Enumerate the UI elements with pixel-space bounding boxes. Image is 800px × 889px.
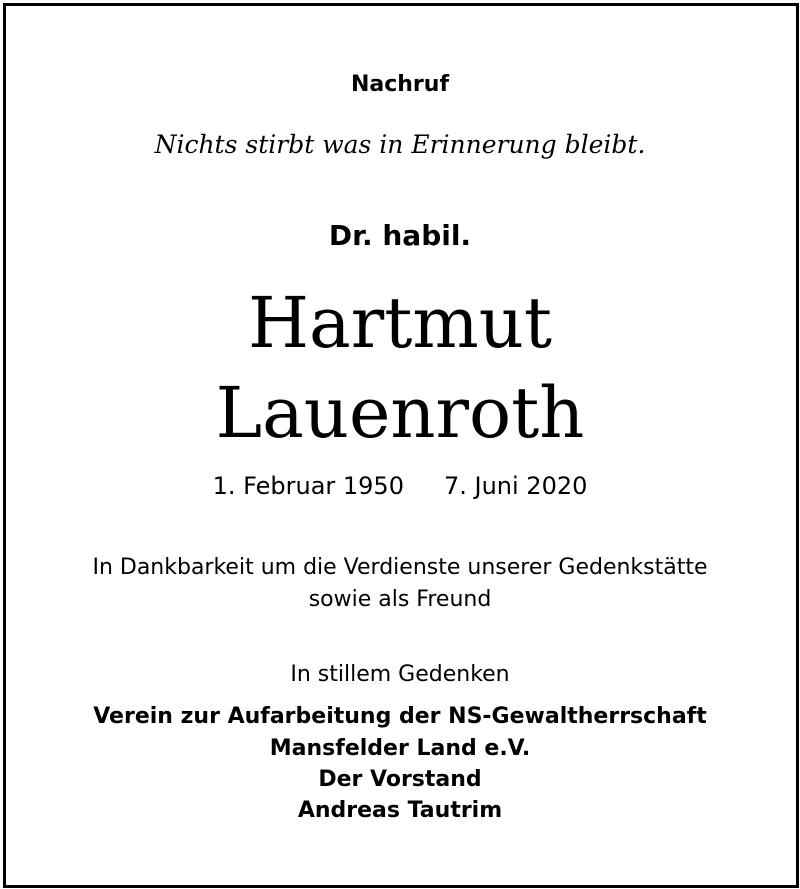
- signature-person: Andreas Tautrim: [297, 798, 503, 823]
- signature-organization: Verein zur Aufarbeitung der NS-Gewaltherrschaft: [93, 704, 707, 729]
- life-dates: [0, 474, 800, 498]
- deceased-first-name: Hartmut: [248, 282, 552, 364]
- tribute-line-2: sowie als Freund: [308, 587, 492, 612]
- signature-organization-region: Mansfelder Land e.V.: [269, 736, 531, 761]
- tribute-line-1: In Dankbarkeit um die Verdienste unserer Gedenkstätte: [92, 555, 708, 580]
- academic-degree: Dr. habil.: [328, 219, 472, 252]
- date-of-birth: 1. Februar 1950: [212, 472, 404, 500]
- date-of-death: 7. Juni 2020: [443, 472, 588, 500]
- deceased-last-name: Lauenroth: [215, 372, 585, 454]
- signature-board: Der Vorstand: [318, 767, 482, 792]
- notice-heading: Nachruf: [350, 72, 450, 97]
- notice-motto: Nichts stirbt was in Erinnerung bleibt.: [154, 130, 646, 159]
- closing-phrase: In stillem Gedenken: [290, 662, 510, 687]
